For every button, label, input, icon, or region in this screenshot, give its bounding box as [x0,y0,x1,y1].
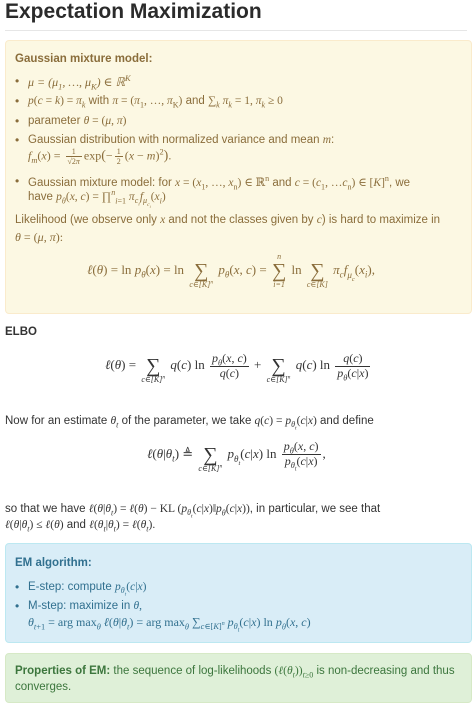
theta-definition-math: θ = (μ, π) [83,115,127,127]
theta-t-math: $\theta_t$ [110,415,119,430]
mu-definition-math: $\mu = (\mu_1$, …, $\mu_K$) ∈ ℝ$^K$ [28,74,131,92]
have-text: have [28,191,57,203]
m-step-math: $\theta_{t+1}$ = arg $\max_\theta$ $\ell(\theta|\theta_t)$ = arg $\max_\theta \sum_{c\in[K]^n}$ $p_{\theta_t}(c|x)$ $\ln p_\theta(x$, c) [28,615,311,635]
properties-line-2: converges. [15,681,72,693]
x-vector-math: $x = (x_1$, …, $x_n$) ∈ ℝ$^n$ [175,174,270,192]
properties-line-1 [15,665,455,680]
lower-bound-math: $\ell(\theta|\theta_t)$ ≤ ℓ(θ) [5,519,64,534]
gmm-heading: Gaussian mixture model: [15,53,153,65]
gmm-item-gaussian: Gaussian distribution with normalized variance and mean m: [28,134,335,146]
estimate-text-2: of the parameter, we take [118,415,255,427]
gaussian-text: Gaussian distribution with normalized variance and mean [28,134,323,146]
estimate-text-1: Now for an estimate [5,415,111,427]
elbo-display-equation: ℓ(θ) = ∑ $c\in[K]^n$ q(c) ln $\frac{p_\theta(x, c)}{q(c)}$ + ∑ $c\in[K]^n$ q(c) ln $\frac{q(c)}{p_\theta(c|x)}$ [105,350,369,384]
c-vector-math: $c = (c_1$, $\dots c_n$) ∈ $[K]^n$ [294,174,389,192]
bullet-dot: • [15,133,20,147]
and-text: and [182,95,208,107]
inequality-line [5,519,156,534]
estimate-text-3: and define [316,415,374,427]
properties-text-2: is non-decreasing and thus [313,665,455,677]
likelihood-theta-math: θ = (μ, π): [15,230,64,244]
title-divider [5,30,467,31]
loglik-sequence-math: $(\ell(\theta_t))_{t\ge 0}$ [274,665,314,680]
kl-identity-math: $\ell(\theta|\theta_t)$ = ℓ(θ) − KL $(p_{\theta_t}(c|x)‖p_\theta(c|x))$ [88,503,250,520]
bullet-dot: • [15,580,20,594]
pi-constraint-math: $\sum_k$ $\pi_k = 1$, $\pi_k \ge 0$ [207,95,283,110]
likelihood-paragraph [15,214,440,226]
e-step-text: E-step: compute [28,581,115,593]
gmm-item-mixture [28,174,411,192]
gmm-callout [5,40,472,314]
we-text: , we [388,177,411,189]
gmm-item-mu [28,75,131,90]
estimate-paragraph [5,415,374,432]
bullet-dot: • [15,174,20,188]
tight-bound-math: $\ell(\theta_t|\theta_t)$ = $\ell(\theta_t)$. [89,519,156,534]
kl-text-1: so that we have [5,503,89,515]
em-heading: EM algorithm: [15,557,92,569]
m-step-text: M-step: maximize in [28,600,134,612]
page-title: Expectation Maximization [5,0,262,23]
prior-math: $p(c = k) = \pi_k$ [28,95,86,110]
bullet-dot: • [15,74,20,88]
likelihood-text-2: and not the classes given by [165,214,317,226]
surrogate-display-equation: $\ell(\theta|\theta_t)$ ≜ ∑ $c\in[K]^n$ $p_{\theta_t}(c|x)$ ln $\frac{p_\theta(x, c)}{p_{\theta_t}(c|x)}$ , [147,439,326,473]
likelihood-display-equation: ℓ(θ) = $\ln p_\theta(x) = \ln$ ∑ $c\in[K]^n$ $p_\theta(x$, c) = n ∑ i=1 ln ∑ c∈[K] $\pi_cf_{\mu_c}(x_i)$, [87,252,375,289]
mean-symbol: m [322,134,331,146]
q-definition-math: $q(c) = p_{\theta_t}(c|x)$ [254,415,317,432]
pi-vector-math: $\pi = (\pi_1$, …, $\pi_K$) [112,95,183,110]
gmm-item-param [28,115,126,127]
e-step-item [28,581,147,598]
kl-paragraph [5,503,381,520]
e-step-math: $p_{\theta_t}(c|x)$ [114,581,147,598]
properties-text-1: the sequence of log-likelihoods [110,665,275,677]
and-text: and [269,177,295,189]
joint-density-math: $p_\theta(x$, c) = ∏$^n_{i=1}$ $\pi_{c_i}f_{\mu_{c_i}}(x_i)$ [56,188,166,210]
gmm-item-mixture-line2 [28,188,166,210]
with-text: with [85,95,113,107]
gmm-item-prior [28,95,283,110]
m-step-item [28,600,142,612]
kl-text-2: , in particular, we see that [249,503,381,515]
and-text: and [63,519,90,531]
gaussian-density-math: $f_m(x)$ = $\frac{1}{√2\pi}$ exp(− $\frac{1}{2}$ $(x - m)^2$). [28,147,172,167]
parameter-text: parameter [28,115,84,127]
em-algorithm-callout [5,543,472,643]
bullet-dot: • [15,94,20,108]
bullet-dot: • [15,599,20,613]
mixture-text: Gaussian mixture model: for [28,177,176,189]
elbo-label: ELBO [5,326,37,338]
likelihood-text-3: ) is hard to maximize in [321,214,441,226]
em-properties-callout [5,653,472,703]
bullet-dot: • [15,114,20,128]
m-step-theta: θ, [133,600,142,612]
properties-heading: Properties of EM: [15,665,111,677]
x-symbol: x [160,214,166,226]
likelihood-text-1: Likelihood (we observe only [15,214,161,226]
c-symbol: c [316,214,322,226]
